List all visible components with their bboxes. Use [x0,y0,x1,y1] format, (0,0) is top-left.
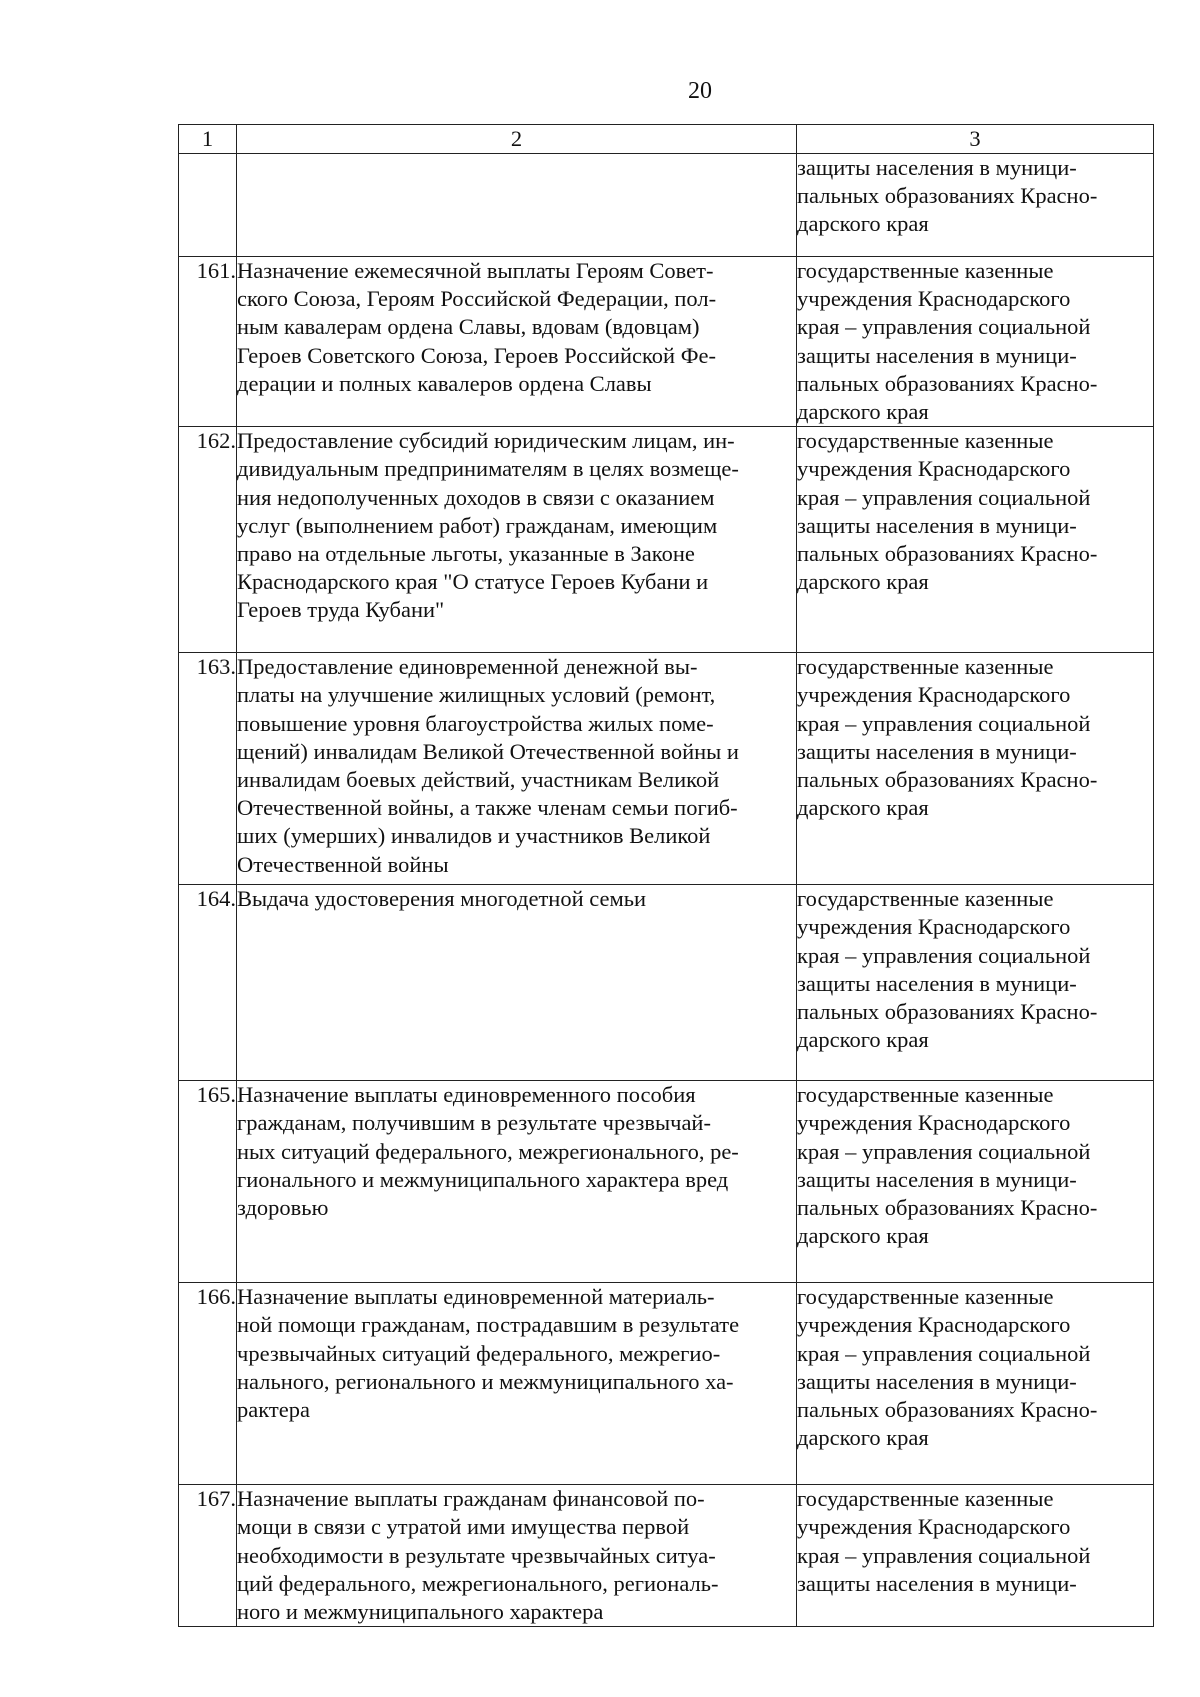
text-line: услуг (выполнением работ) гражданам, имеющим [237,512,718,538]
text-line: Героев Советского Союза, Героев Российской Фе- [237,342,716,368]
text-line: дивидуальным предпринимателям в целях возмеще- [237,456,739,482]
row-organization [797,653,1154,885]
row-description [237,1081,797,1283]
text-line: защиты населения в муници- [797,1166,1077,1192]
text-line: Выдача удостоверения многодетной семьи [237,886,647,912]
text-line: Назначение ежемесячной выплаты Героям Совет- [237,258,714,283]
row-number: 167. [179,1485,237,1627]
text-line: гионального и межмуниципального характера вред [237,1166,729,1192]
row-number: 163. [179,653,237,885]
text-line: учреждения Краснодарского [797,914,1071,940]
text-line: дарского края [797,795,929,821]
row-description [237,1283,797,1485]
text-line: дарского края [797,569,929,595]
row-organization [797,1485,1154,1627]
text-line: защиты населения в муници- [797,1368,1077,1394]
row-number: 162. [179,427,237,653]
text-line: учреждения Краснодарского [797,286,1071,312]
text-line: платы на улучшение жилищных условий (ремонт, [237,682,716,708]
text-line: края – управления социальной [797,484,1091,510]
text-line: ных ситуаций федерального, межрегионального, ре- [237,1138,739,1164]
text-line: Назначение выплаты единовременной материаль- [237,1284,715,1310]
text-line: Отечественной войны [237,851,449,877]
text-line: дарского края [797,211,929,237]
text-line: учреждения Краснодарского [797,1110,1071,1136]
text-line: государственные казенные [797,1486,1054,1512]
text-line: защиты населения в муници- [797,970,1077,996]
row-organization [797,1081,1154,1283]
text-line: чрезвычайных ситуаций федерального, межрегио- [237,1340,721,1366]
row-number: 166. [179,1283,237,1485]
text-line: учреждения Краснодарского [797,1312,1071,1338]
text-line: ным кавалерам ордена Славы, вдовам (вдовцам) [237,314,700,340]
text-line: учреждения Краснодарского [797,1514,1071,1540]
page-number: 20 [688,78,712,104]
text-line: защиты населения в муници- [797,342,1077,368]
header-col-3: 3 [797,125,1154,154]
text-line: края – управления социальной [797,314,1091,340]
text-line: пальных образованиях Красно- [797,999,1098,1025]
text-line: защиты населения в муници- [797,155,1077,180]
row-organization [797,1283,1154,1485]
table-row [179,427,1154,653]
text-line: гражданам, получившим в результате чрезвычай- [237,1110,711,1136]
text-line: государственные казенные [797,886,1054,912]
row-number: 161. [179,257,237,427]
header-col-2: 2 [237,125,797,154]
text-line: пальных образованиях Красно- [797,1397,1098,1423]
text-line: Предоставление единовременной денежной вы- [237,654,698,680]
text-line: ного и межмуниципального характера [237,1599,604,1625]
table-row [179,257,1154,427]
row-description [237,154,797,257]
services-table [178,124,1154,1627]
text-line: пальных образованиях Красно- [797,370,1098,396]
table-row [179,1485,1154,1627]
text-line: необходимости в результате чрезвычайных ситуа- [237,1542,716,1568]
text-line: право на отдельные льготы, указанные в Законе [237,541,695,567]
text-line: государственные казенные [797,428,1054,454]
text-line: пальных образованиях Красно- [797,1195,1098,1221]
text-line: края – управления социальной [797,710,1091,736]
row-description [237,653,797,885]
row-description [237,885,797,1081]
text-line: мощи в связи с утратой ими имущества первой [237,1514,690,1540]
text-line: Краснодарского края "О статусе Героев Кубани и [237,569,709,595]
text-line: государственные казенные [797,654,1054,680]
header-col-1: 1 [179,125,237,154]
text-line: здоровью [237,1195,329,1221]
text-line: дарского края [797,1027,929,1053]
table-row [179,653,1154,885]
text-line: дарского края [797,399,929,425]
table-row [179,154,1154,257]
text-line: края – управления социальной [797,1138,1091,1164]
table-row [179,885,1154,1081]
row-number [179,154,237,257]
text-line: защиты населения в муници- [797,512,1077,538]
text-line: ния недополученных доходов в связи с оказанием [237,484,715,510]
text-line: государственные казенные [797,258,1054,283]
text-line: ших (умерших) инвалидов и участников Великой [237,823,711,849]
text-line: дарского края [797,1425,929,1451]
text-line: Предоставление субсидий юридическим лицам, ин- [237,428,735,454]
table-row [179,1283,1154,1485]
text-line: государственные казенные [797,1082,1054,1108]
text-line: ций федерального, межрегионального, региональ- [237,1570,719,1596]
text-line: края – управления социальной [797,1340,1091,1366]
text-line: Назначение выплаты гражданам финансовой по- [237,1486,705,1512]
text-line: Отечественной войны, а также членам семьи погиб- [237,795,738,821]
row-description [237,1485,797,1627]
row-organization [797,154,1154,257]
text-line: края – управления социальной [797,1542,1091,1568]
row-organization [797,427,1154,653]
text-line: учреждения Краснодарского [797,682,1071,708]
text-line: ского Союза, Героям Российской Федерации, пол- [237,286,717,312]
text-line: ной помощи гражданам, пострадавшим в результате [237,1312,740,1338]
text-line: пальных образованиях Красно- [797,183,1098,209]
row-number: 164. [179,885,237,1081]
header-row [179,125,1154,154]
row-description [237,257,797,427]
text-line: учреждения Краснодарского [797,456,1071,482]
text-line: края – управления социальной [797,942,1091,968]
row-number: 165. [179,1081,237,1283]
text-line: защиты населения в муници- [797,1570,1077,1596]
text-line: защиты населения в муници- [797,738,1077,764]
table-row [179,1081,1154,1283]
text-line: пальных образованиях Красно- [797,541,1098,567]
text-line: щений) инвалидам Великой Отечественной войны и [237,738,739,764]
text-line: государственные казенные [797,1284,1054,1310]
text-line: дарского края [797,1223,929,1249]
row-description [237,427,797,653]
row-organization [797,885,1154,1081]
text-line: дерации и полных кавалеров ордена Славы [237,370,652,396]
text-line: нального, регионального и межмуниципального ха- [237,1368,734,1394]
text-line: Назначение выплаты единовременного пособия [237,1082,696,1108]
row-organization [797,257,1154,427]
text-line: пальных образованиях Красно- [797,767,1098,793]
text-line: повышение уровня благоустройства жилых поме- [237,710,714,736]
text-line: рактера [237,1397,310,1423]
text-line: инвалидам боевых действий, участникам Великой [237,767,720,793]
text-line: Героев труда Кубани" [237,597,445,623]
